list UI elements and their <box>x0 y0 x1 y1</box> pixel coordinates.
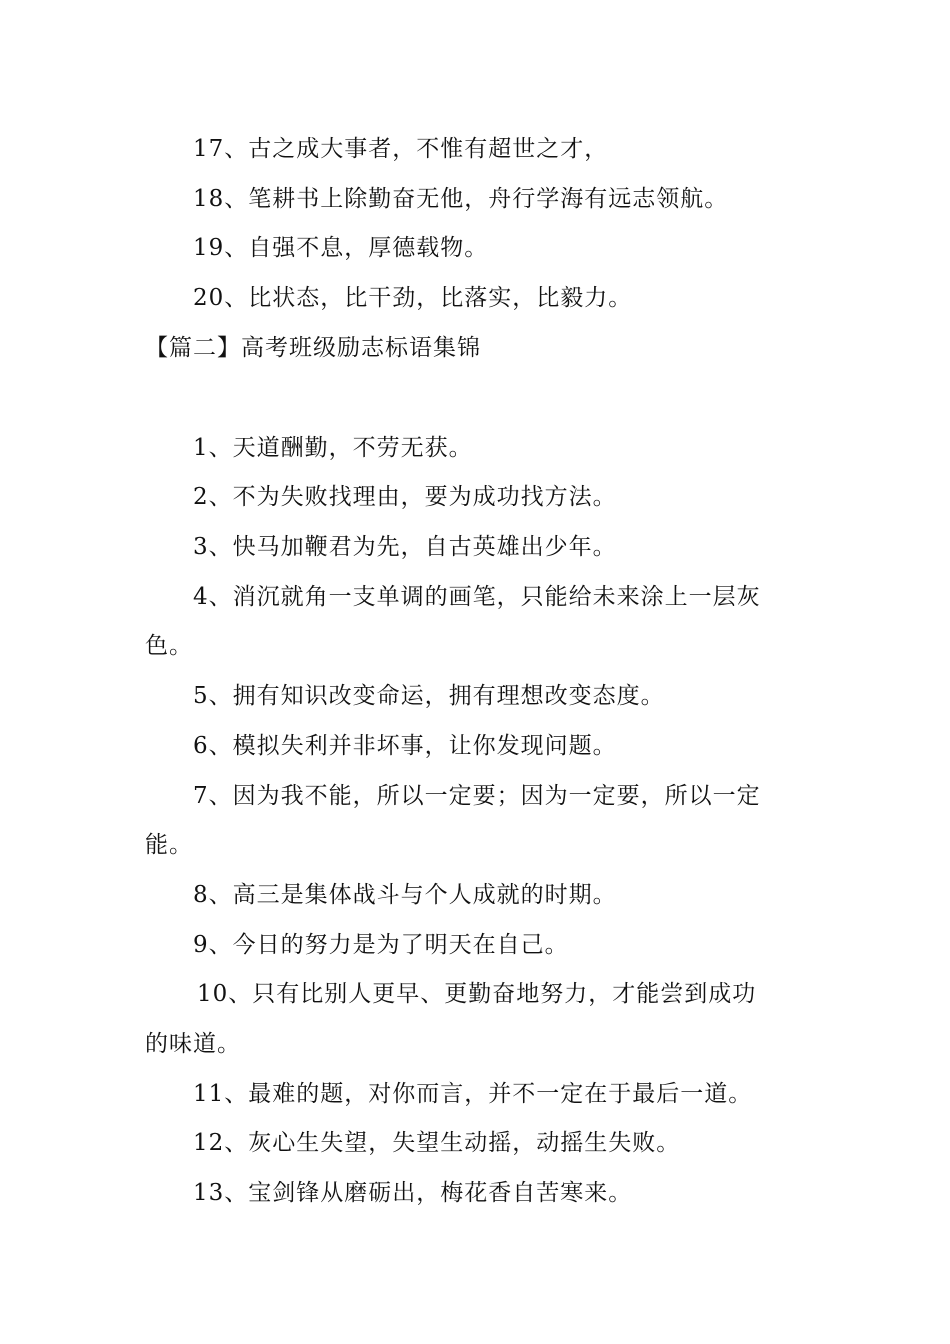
slogan-item-6: 6、模拟失利并非坏事，让你发现问题。 <box>193 733 617 759</box>
slogan-item-12: 12、灰心生失望，失望生动摇，动摇生失败。 <box>193 1130 681 1156</box>
slogan-item-3: 3、快马加鞭君为先，自古英雄出少年。 <box>193 534 617 560</box>
slogan-item-17: 17、古之成大事者，不惟有超世之才， <box>193 136 609 162</box>
slogan-item-5: 5、拥有知识改变命运，拥有理想改变态度。 <box>193 683 665 709</box>
slogan-item-19: 19、自强不息，厚德载物。 <box>193 235 489 261</box>
slogan-item-13: 13、宝剑锋从磨砺出，梅花香自苦寒来。 <box>193 1180 633 1206</box>
slogan-item-20: 20、比状态，比干劲，比落实，比毅力。 <box>193 285 633 311</box>
slogan-item-11: 11、最难的题，对你而言，并不一定在于最后一道。 <box>193 1081 753 1107</box>
slogan-item-4-continued: 色。 <box>145 633 193 659</box>
slogan-item-18: 18、笔耕书上除勤奋无他，舟行学海有远志领航。 <box>193 186 729 212</box>
slogan-item-9: 9、今日的努力是为了明天在自己。 <box>193 932 569 958</box>
slogan-item-2: 2、不为失败找理由，要为成功找方法。 <box>193 484 617 510</box>
slogan-item-8: 8、高三是集体战斗与个人成就的时期。 <box>193 882 617 908</box>
section-heading: 【篇二】高考班级励志标语集锦 <box>145 335 481 361</box>
slogan-item-10: 10、只有比别人更早、更勤奋地努力，才能尝到成功 <box>197 981 757 1007</box>
slogan-item-4: 4、消沉就角一支单调的画笔，只能给未来涂上一层灰 <box>193 584 761 610</box>
slogan-item-7: 7、因为我不能，所以一定要；因为一定要，所以一定 <box>193 783 761 809</box>
slogan-item-1: 1、天道酬勤，不劳无获。 <box>193 435 473 461</box>
slogan-item-10-continued: 的味道。 <box>145 1031 241 1057</box>
slogan-item-7-continued: 能。 <box>145 832 193 858</box>
